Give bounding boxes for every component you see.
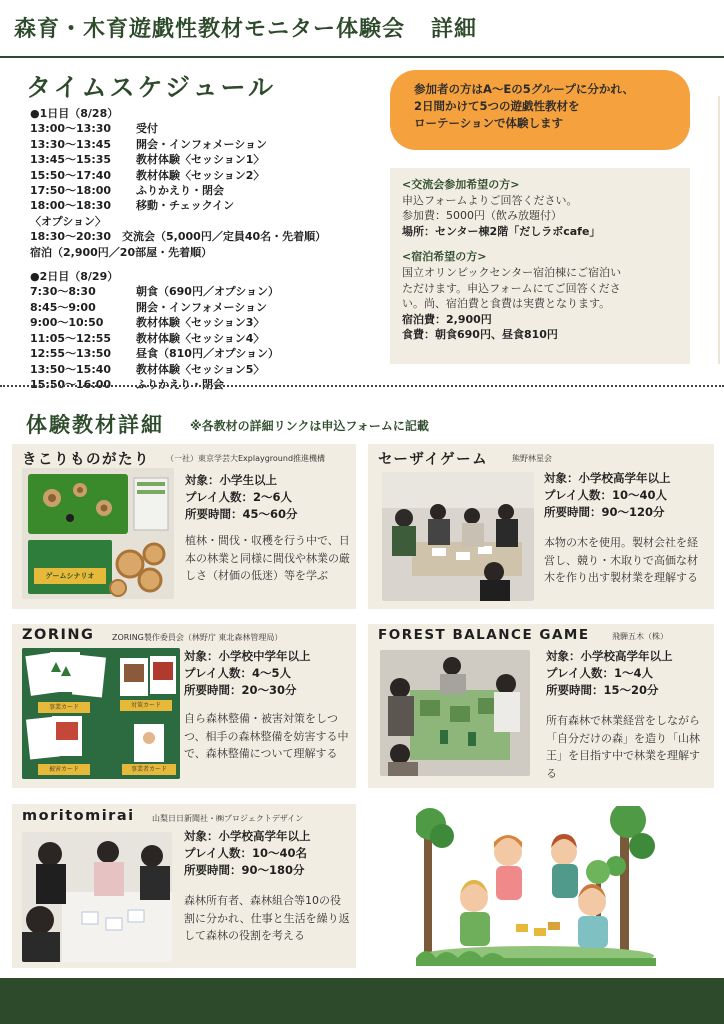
material-desc: 森林所有者、森林組合等10の役割に分かれ、仕事と生活を繰り返して森林の役割を考える <box>184 894 350 942</box>
option-stay: 宿泊（2,900円／20部屋・先着順） <box>30 245 213 259</box>
material-attrs: 対象：小学生以上 プレイ人数：2〜6人 所要時間：45〜60分 <box>185 473 298 521</box>
material-attrs: 対象：小学校高学年以上 プレイ人数：1〜4人 所要時間：15〜20分 <box>546 649 673 697</box>
schedule-row: 13:30〜13:45 開会・インフォメーション <box>30 137 268 151</box>
schedule-title: タイムスケジュール <box>26 73 277 102</box>
material-org: 山梨日日新聞社・㈱プロジェクトデザイン <box>152 814 304 823</box>
material-name: セーザイゲーム <box>378 452 489 468</box>
box-label: ゲームシナリオ <box>45 572 95 580</box>
schedule-row: 17:50〜18:00 ふりかえり・閉会 <box>30 184 224 198</box>
material-name: ZORING <box>22 627 95 643</box>
card-label-higai: 被害カード <box>38 764 90 775</box>
page-title-main: 森育・木育遊戯性教材モニター体験会 <box>14 17 406 42</box>
schedule-row: 13:45〜15:35 教材体験〈セッション1〉 <box>30 153 265 167</box>
materials-note: ※各教材の詳細リンクは申込フォームに記載 <box>190 419 429 433</box>
schedule-row: 9:00〜10:50 教材体験〈セッション3〉 <box>30 316 265 330</box>
page-title-detail: 詳細 <box>431 17 478 42</box>
page-footer <box>0 978 724 1024</box>
material-desc: 所有森林で林業経営をしながら「自分だけの森」を造り「山林王」を目指す中で林業を理解する <box>546 714 700 780</box>
material-org: 熊野林星会 <box>512 454 552 463</box>
stay-heading: <宿泊希望の方> <box>402 250 487 264</box>
zoring-cards-photo <box>22 648 180 779</box>
material-card-kikori <box>12 444 356 609</box>
schedule-row: 13:50〜15:40 教材体験〈セッション5〉 <box>30 362 265 376</box>
kikori-board-photo <box>22 468 174 599</box>
material-attrs: 対象：小学校中学年以上 プレイ人数：4〜5人 所要時間：20〜30分 <box>184 649 311 697</box>
material-name: moritomirai <box>22 808 135 824</box>
card-label-jigyosha: 事業者カード <box>122 764 176 775</box>
material-org: 飛騨五木（株） <box>612 632 668 641</box>
schedule-row: 13:00〜13:30 受付 <box>30 122 158 136</box>
schedule-row: 15:50〜17:40 教材体験〈セッション2〉 <box>30 168 265 182</box>
page-header <box>0 0 724 58</box>
material-org: （一社）東京学芸大Explayground推進機構 <box>166 454 326 463</box>
material-attrs: 対象：小学校高学年以上 プレイ人数：10〜40人 所要時間：90〜120分 <box>544 471 671 519</box>
card-label-jigyo: 事業カード <box>38 702 90 713</box>
schedule-row: 8:45〜9:00 開会・インフォメーション <box>30 300 268 314</box>
page-title <box>14 12 477 43</box>
material-attrs: 対象：小学校高学年以上 プレイ人数：10〜40名 所要時間：90〜180分 <box>184 829 311 877</box>
material-desc: 本物の木を使用。製材会社を経営し、競り・木取りで高価な材木を作り出す製材業を理解する <box>544 536 698 584</box>
material-card-zoring <box>12 624 356 788</box>
material-org: ZORING製作委員会（林野庁 東北森林管理局） <box>112 633 283 642</box>
material-card-forest-balance <box>368 624 714 788</box>
schedule-row: 7:30〜8:30 朝食（690円／オプション） <box>30 285 279 299</box>
schedule-row: 15:50〜16:00 ふりかえり・閉会 <box>30 377 224 391</box>
section-divider <box>0 385 724 387</box>
material-name: FOREST BALANCE GAME <box>378 627 590 643</box>
material-desc: 自ら森林整備・被害対策をしつつ、相手の森林整備を妨害する中で、森林整備について理解する <box>184 712 349 760</box>
seizai-play-photo <box>382 472 534 601</box>
forest-balance-photo <box>380 650 530 776</box>
schedule-row: 18:00〜18:30 移動・チェックイン <box>30 199 235 213</box>
schedule-list <box>30 106 390 392</box>
schedule-row: 11:05〜12:55 教材体験〈セッション4〉 <box>30 331 265 345</box>
options-info-box: <交流会参加希望の方> 申込フォームよりご回答ください。 参加費：5000円（飲み放題付） 場所：センター棟2階「だしラボcafe」 <宿泊希望の方> 国立オリンピックセンター宿泊棟にご宿泊い ただけます。申込フォームにてご回答くださ い。尚、宿泊費と食費は実費となります。 宿泊費：2,900円 食費：朝食690円、昼食810円 <box>390 168 690 364</box>
moritomirai-photo <box>22 832 172 962</box>
decorative-divider <box>718 96 720 364</box>
material-desc: 植林・間伐・収穫を行う中で、日本の林業と同様に間伐や林業の厳しさ（材価の低迷）等を学ぶ <box>185 534 350 582</box>
option-exchange: 18:30〜20:30 交流会（5,000円／定員40名・先着順） <box>30 230 327 244</box>
material-card-moritomirai <box>12 804 356 968</box>
material-card-seizai <box>368 444 714 609</box>
schedule-row: 12:55〜13:50 昼食（810円／オプション） <box>30 347 279 361</box>
day1-label: ●1日目（8/28） <box>30 107 119 120</box>
children-forest-illustration <box>416 806 656 966</box>
card-label-taisaku: 対策カード <box>120 700 172 711</box>
materials-title: 体験教材詳細 <box>26 413 164 437</box>
exchange-heading: <交流会参加希望の方> <box>402 178 520 191</box>
day2-label: ●2日目（8/29） <box>30 270 119 284</box>
option-label: 〈オプション〉 <box>30 214 107 228</box>
group-info-bubble: 参加者の方はA〜Eの5グループに分かれ、 2日間かけて5つの遊戯性教材を ローテーションで体験します <box>390 70 690 150</box>
material-name: きこりものがたり <box>22 452 150 468</box>
